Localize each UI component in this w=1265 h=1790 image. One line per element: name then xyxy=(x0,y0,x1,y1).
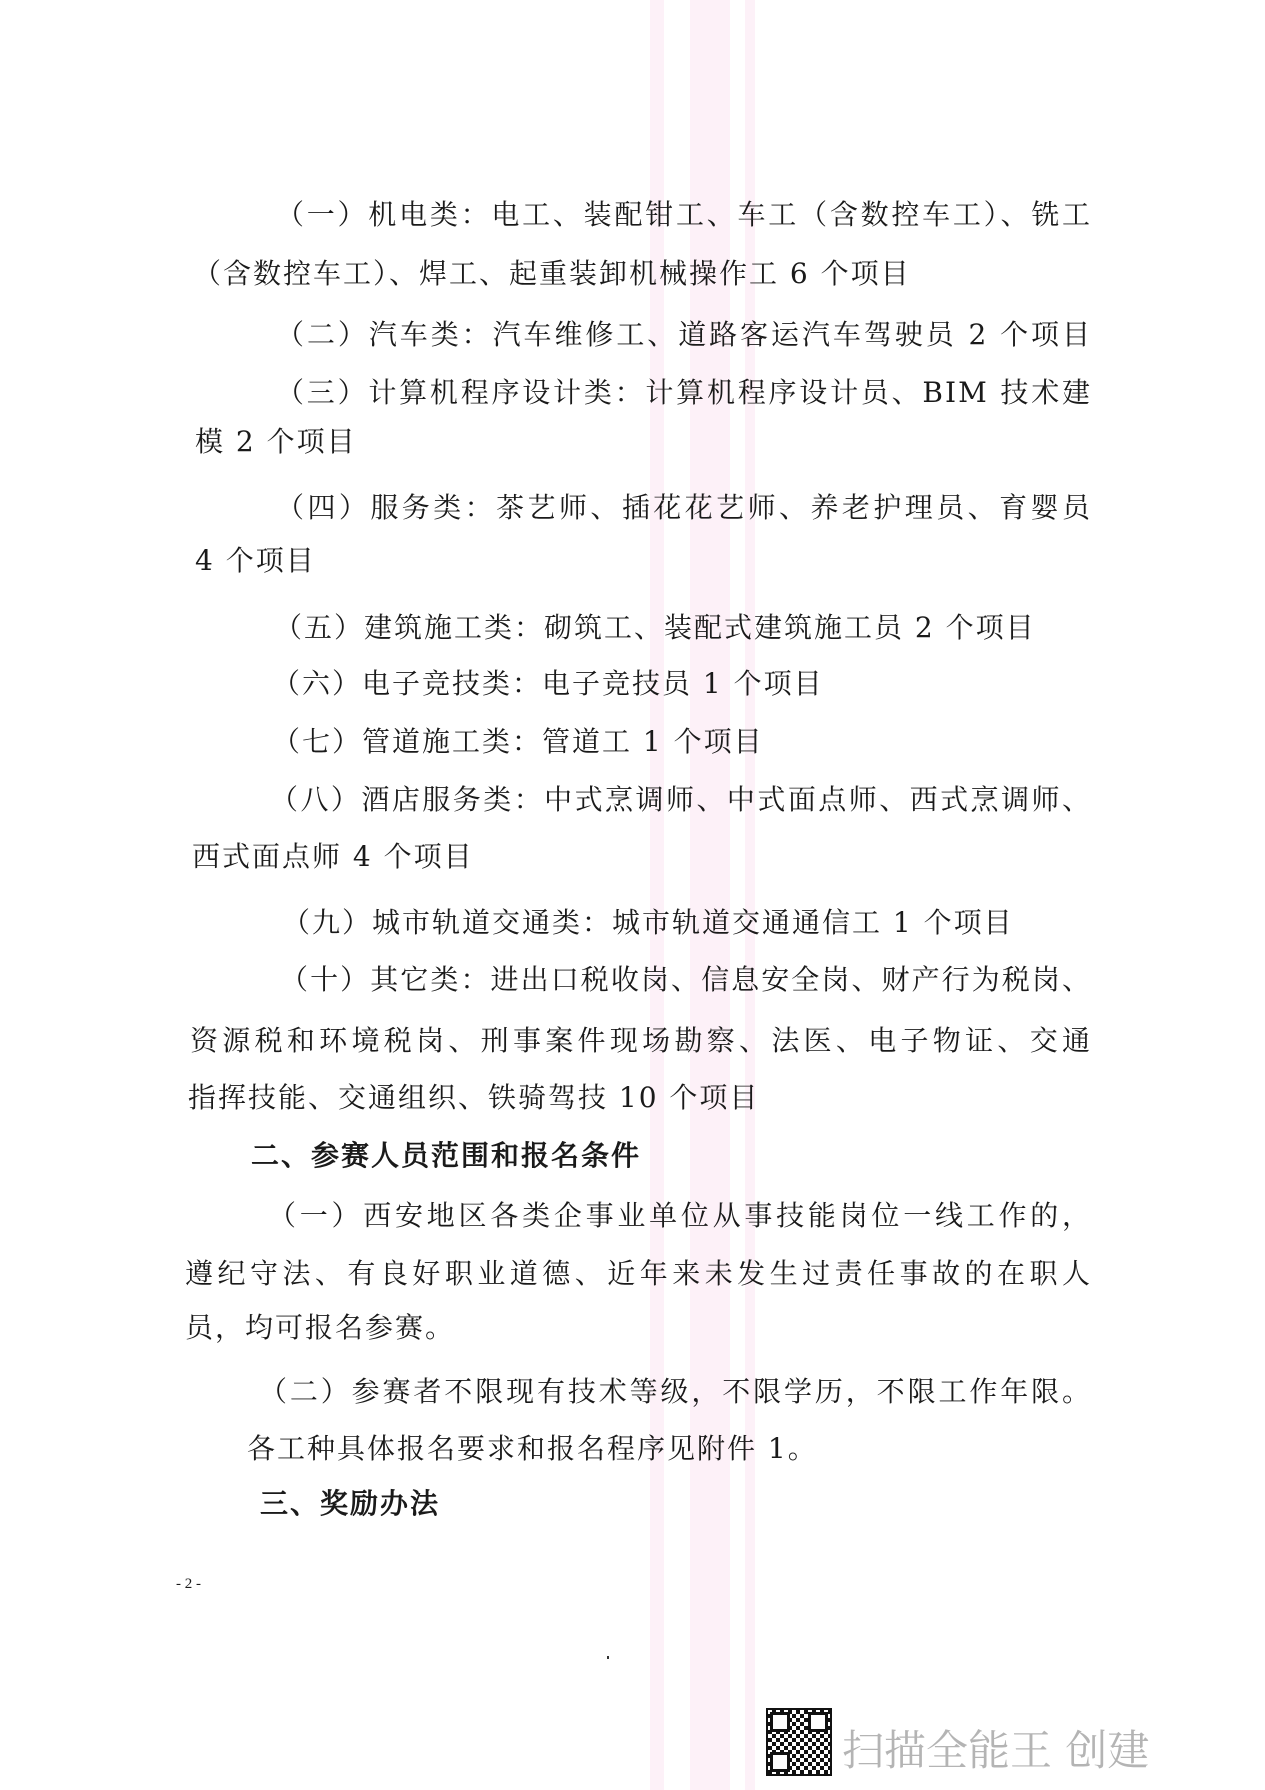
text-line: （二）汽车类：汽车维修工、道路客运汽车驾驶员 2 个项目 xyxy=(276,318,1092,351)
text-line: 4 个项目 xyxy=(195,544,316,577)
section-heading: 二、参赛人员范围和报名条件 xyxy=(251,1139,642,1172)
text-line: （一）西安地区各类企事业单位从事技能岗位一线工作的， xyxy=(268,1199,1092,1232)
text-line: 资源税和环境税岗、刑事案件现场勘察、法医、电子物证、交通 xyxy=(190,1024,1092,1057)
text-line: （七）管道施工类：管道工 1 个项目 xyxy=(272,725,764,758)
text-line: （二）参赛者不限现有技术等级，不限学历，不限工作年限。 xyxy=(259,1375,1092,1408)
text-line: （一）机电类：电工、装配钳工、车工（含数控车工）、铣工 xyxy=(276,198,1092,231)
text-line: 各工种具体报名要求和报名程序见附件 1。 xyxy=(247,1432,818,1465)
text-line: （八）酒店服务类：中式烹调师、中式面点师、西式烹调师、 xyxy=(270,783,1092,816)
text-line: （五）建筑施工类：砌筑工、装配式建筑施工员 2 个项目 xyxy=(274,611,1036,644)
text-line: （四）服务类：茶艺师、插花花艺师、养老护理员、育婴员 xyxy=(276,491,1092,524)
scan-speck xyxy=(607,1656,609,1659)
qr-code-icon xyxy=(766,1708,832,1776)
text-line: （含数控车工）、焊工、起重装卸机械操作工 6 个项目 xyxy=(193,257,911,290)
text-line: （十）其它类：进出口税收岗、信息安全岗、财产行为税岗、 xyxy=(280,963,1092,996)
text-line: （九）城市轨道交通类：城市轨道交通通信工 1 个项目 xyxy=(282,906,1014,939)
text-line: 员，均可报名参赛。 xyxy=(185,1311,456,1344)
page-number: - 2 - xyxy=(176,1576,201,1592)
text-line: 模 2 个项目 xyxy=(195,425,357,458)
text-line: （三）计算机程序设计类：计算机程序设计员、BIM 技术建 xyxy=(276,376,1092,409)
text-line: 西式面点师 4 个项目 xyxy=(192,840,474,873)
scanner-watermark: 扫描全能王 创建 xyxy=(842,1726,1150,1775)
text-line: 遵纪守法、有良好职业道德、近年来未发生过责任事故的在职人 xyxy=(185,1257,1092,1290)
text-line: 指挥技能、交通组织、铁骑驾技 10 个项目 xyxy=(188,1081,760,1114)
section-heading: 三、奖励办法 xyxy=(260,1487,441,1520)
text-line: （六）电子竞技类：电子竞技员 1 个项目 xyxy=(272,667,824,700)
